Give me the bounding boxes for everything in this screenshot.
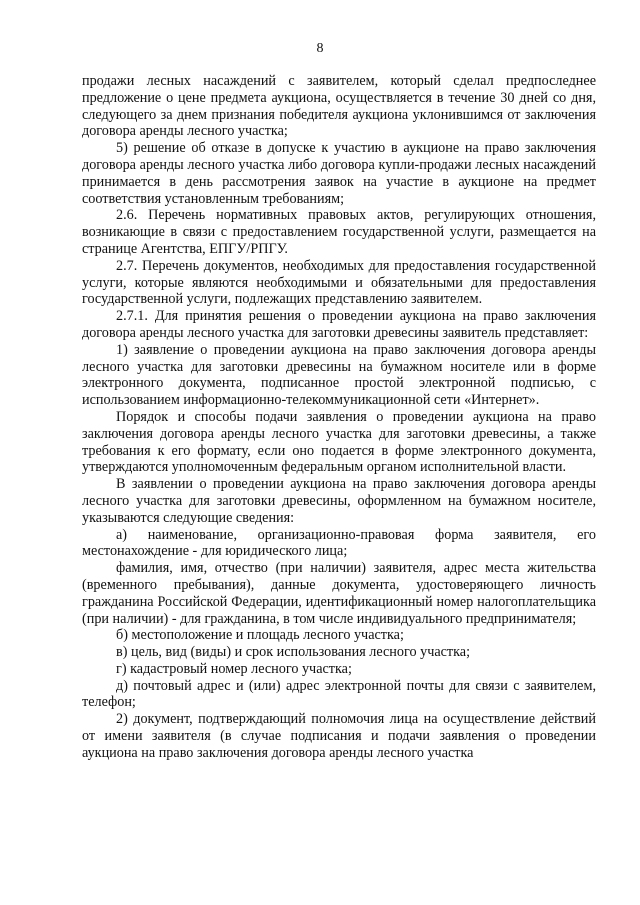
- paragraph-item-g: г) кадастровый номер лесного участка;: [116, 660, 352, 677]
- paragraph-submission-procedure: Порядок и способы подачи заявления о проведении аукциона на право заключения договора аренды лесного участка для заготовки древесины, а также требования к его формату, если оно подается в форме электронного документа, утверждаются уполномоченным федеральным органом исполнительной власти.: [82, 408, 596, 476]
- paragraph-item-a: а) наименование, организационно-правовая форма заявителя, его местонахождение - для юридического лица;: [82, 526, 596, 560]
- paragraph-item-v: в) цель, вид (виды) и срок использования лесного участка;: [116, 644, 471, 661]
- paragraph-item-b: б) местоположение и площадь лесного участка;: [116, 627, 404, 644]
- paragraph-citizen-details: фамилия, имя, отчество (при наличии) заявителя, адрес места жительства (временного пребывания), данные документа, удостоверяющего личность гражданина Российской Федерации, идентификационный номер налогоплательщика (при наличии) - для гражданина, в том числе индивидуального предпринимателя;: [82, 560, 596, 627]
- page-number: 8: [316, 41, 324, 56]
- paragraph-2-6-legal-acts: 2.6. Перечень нормативных правовых актов, регулирующих отношения, возникающие в связи с предоставлением государственной услуги, размещается на странице Агентства, ЕПГУ/РПГУ.: [82, 207, 596, 257]
- paragraph-item-1-application: 1) заявление о проведении аукциона на право заключения договора аренды лесного участка для заготовки древесины на бумажном носителе или в форме электронного документа, подписанное простой электронной подписью, с использованием информационно-телекоммуникационной сети «Интернет».: [82, 341, 596, 409]
- paragraph-application-contents: В заявлении о проведении аукциона на право заключения договора аренды лесного участка для заготовки древесины, оформленном на бумажном носителе, указываются следующие сведения:: [82, 476, 596, 526]
- paragraph-2-7-documents: 2.7. Перечень документов, необходимых для предоставления государственной услуги, которые являются необходимыми и обязательными для предоставления государственной услуги, подлежащих представлению заявителем.: [82, 257, 596, 308]
- paragraph-item-2-authority: 2) документ, подтверждающий полномочия лица на осуществление действий от имени заявителя (в случае подписания и подачи заявления о проведении аукциона на право заключения договора аренды лесного участка: [82, 711, 596, 761]
- paragraph-item-5-refusal: 5) решение об отказе в допуске к участию в аукционе на право заключения договора аренды лесного участка либо договора купли-продажи лесных насаждений принимается в день рассмотрения заявок на участие в аукционе на предмет соответствия установленным требованиям;: [82, 140, 596, 207]
- paragraph-item-d: д) почтовый адрес и (или) адрес электронной почты для связи с заявителем, телефон;: [82, 677, 596, 711]
- paragraph-continuation: продажи лесных насаждений с заявителем, который сделал предпоследнее предложение о цене предмета аукциона, осуществляется в течение 30 дней со дня, следующего за днем признания победителя аукциона уклонившимся от заключения договора аренды лесного участка;: [82, 73, 596, 140]
- document-body: [82, 73, 596, 762]
- paragraph-2-7-1: 2.7.1. Для принятия решения о проведении аукциона на право заключения договора аренды лесного участка для заготовки древесины заявитель представляет:: [82, 308, 596, 341]
